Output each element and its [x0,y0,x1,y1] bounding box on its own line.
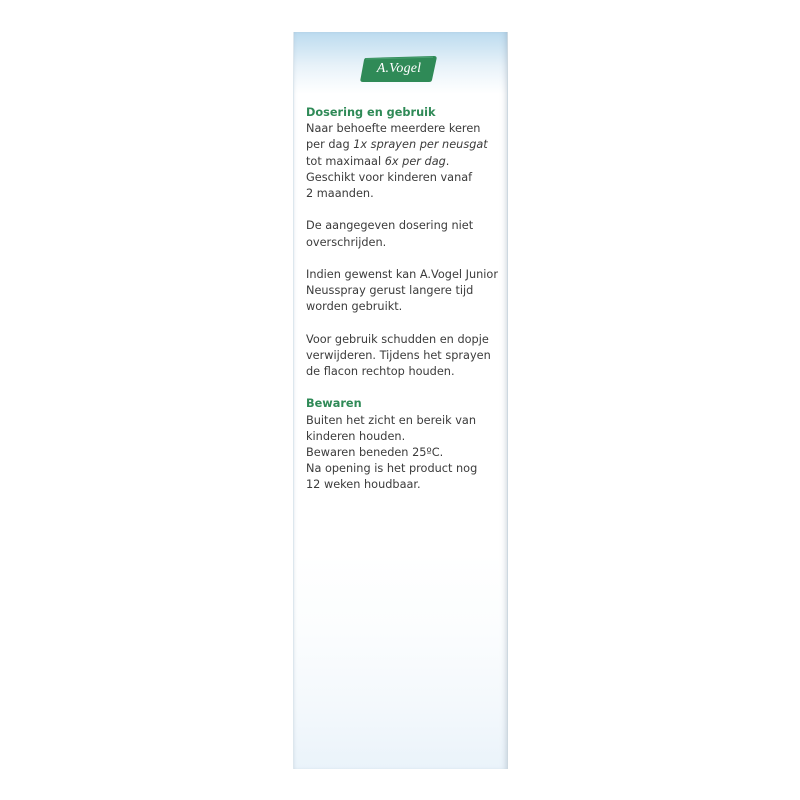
note3-line-3: de flacon rechtop houden. [306,365,455,378]
instructions-text [306,105,506,494]
note2-line-3: worden gebruikt. [306,300,403,314]
brand-logo [360,56,438,82]
paragraph-gap [306,251,506,267]
logo-text: A.Vogel [376,61,422,76]
note2-line-1: Indien gewenst kan A.Vogel Junior [306,267,498,281]
dosage-line-3-prefix: tot maximaal [306,154,385,168]
product-box-side-panel [293,32,508,769]
dosage-line-2 [306,137,506,153]
dosage-line-1: Naar behoefte meerdere keren [306,122,481,136]
dosage-line-3-italic: 6x per dag [384,154,446,168]
paragraph-gap [306,315,506,331]
storage-line-1: Buiten het zicht en bereik van [306,413,476,427]
dosage-line-5: 2 maanden. [306,186,374,200]
dosage-line-4: Geschikt voor kinderen vanaf [306,170,473,184]
note3-line-2: verwijderen. Tijdens het sprayen [306,348,491,362]
note1-line-1: De aangegeven dosering niet [306,219,474,233]
note3-line-1: Voor gebruik schudden en dopje [306,332,489,346]
storage-line-4: Na opening is het product nog [306,462,478,476]
dosage-line-3-suffix: . [445,154,450,168]
storage-line-3: Bewaren beneden 25ºC. [306,445,444,459]
storage-heading: Bewaren [306,397,362,411]
storage-line-2: kinderen houden. [306,429,406,443]
note2-line-2: Neusspray gerust langere tijd [306,284,474,298]
dosage-line-2-italic: 1x sprayen per neusgat [353,138,488,152]
note1-line-2: overschrijden. [306,235,387,249]
dosage-line-3 [306,154,506,170]
paragraph-gap [306,202,506,218]
dosage-heading: Dosering en gebruik [306,106,436,119]
dosage-line-2-prefix: per dag [306,138,354,152]
storage-line-5: 12 weken houdbaar. [306,478,421,492]
paragraph-gap [306,380,506,396]
